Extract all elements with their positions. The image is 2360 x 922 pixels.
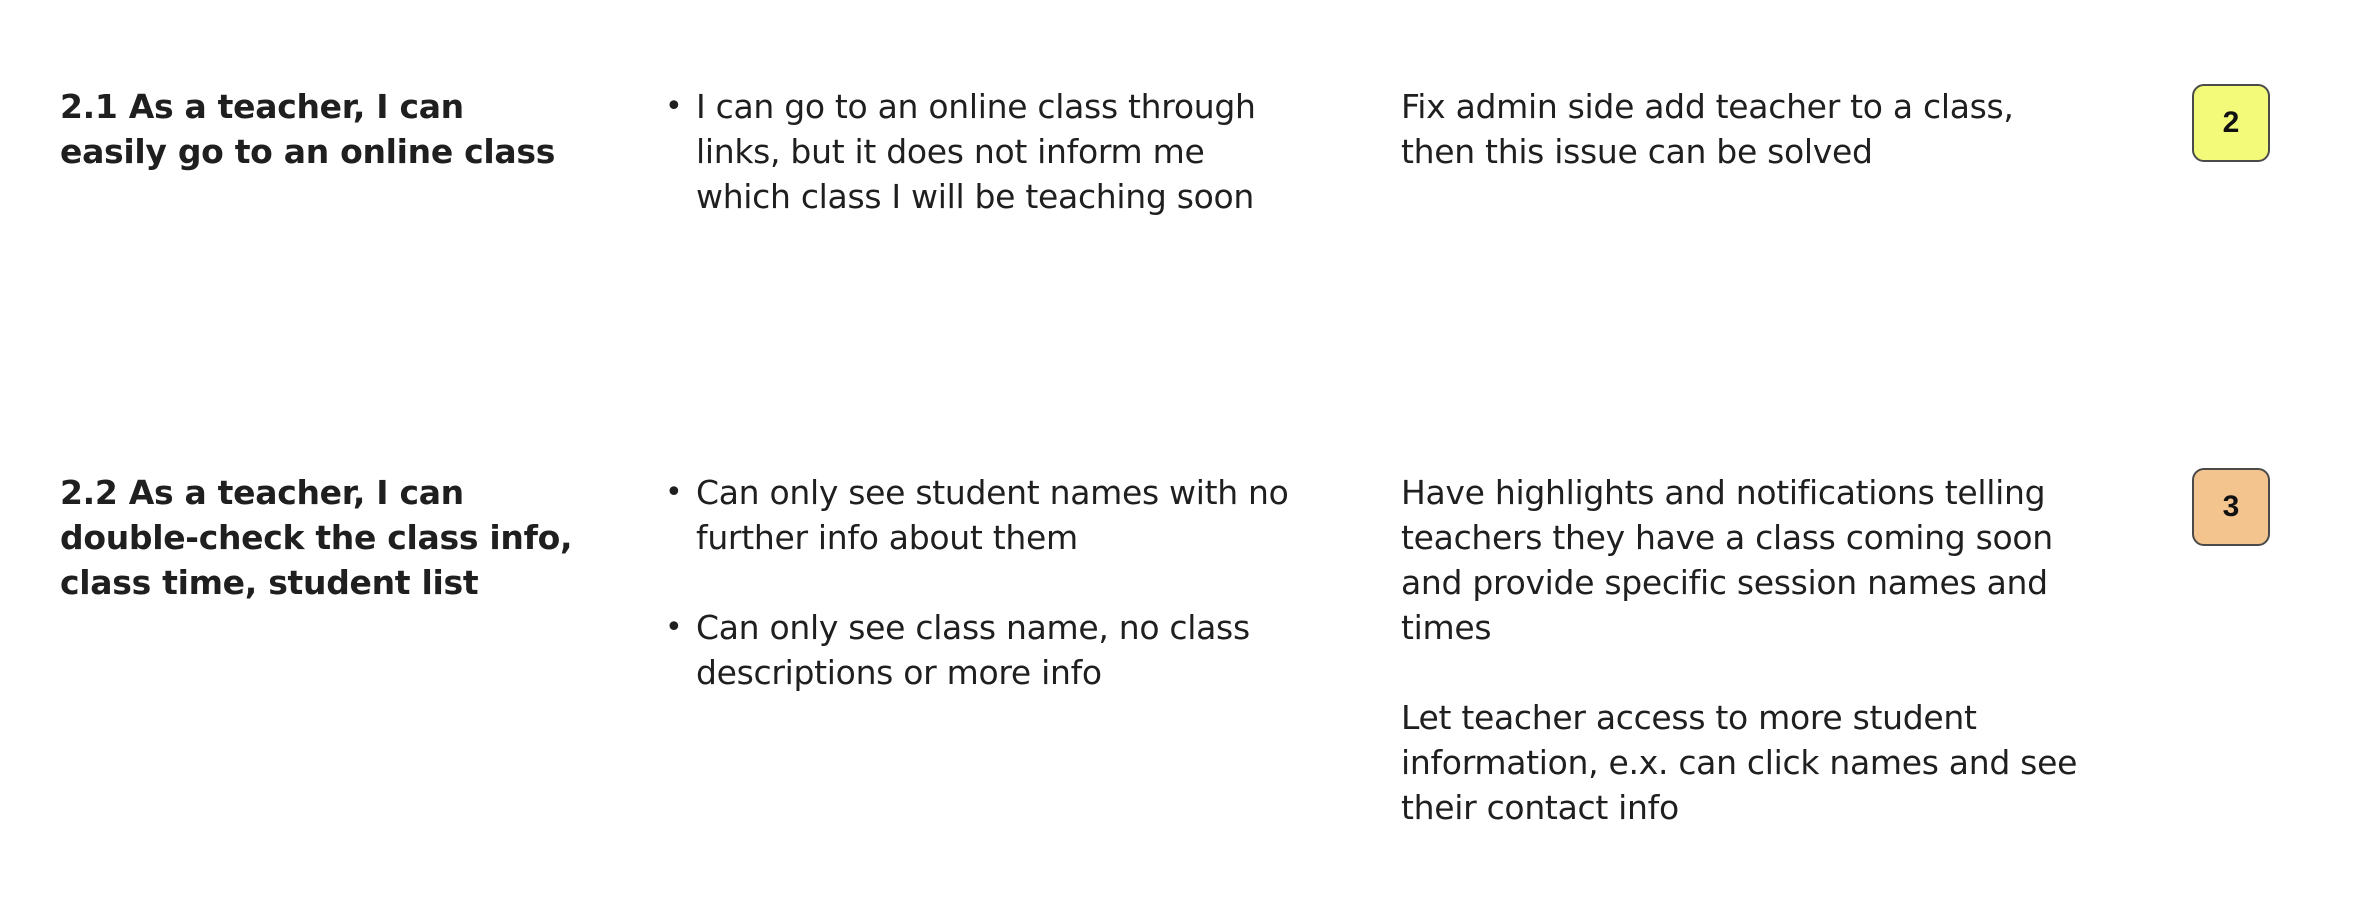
issue-item	[660, 84, 1300, 219]
bullet-icon: •	[665, 89, 683, 124]
issues-list	[660, 470, 1300, 695]
solution-text: Let teacher access to more student information, e.x. can click names and see their contact info	[1401, 698, 2078, 827]
issue-text: Can only see student names with no further info about them	[696, 473, 1289, 557]
solution-text: Have highlights and notifications telling teachers they have a class coming soon and provide specific session names and times	[1401, 473, 2053, 647]
solution-text: Fix admin side add teacher to a class, then this issue can be solved	[1401, 87, 2014, 171]
issue-item	[660, 605, 1300, 695]
user-story-title: 2.2 As a teacher, I can double-check the class info, class time, student list	[60, 473, 573, 602]
issue-item	[660, 470, 1300, 560]
priority-badge[interactable]: 2	[2192, 84, 2270, 162]
user-story-title: 2.1 As a teacher, I can easily go to an online class	[60, 87, 556, 171]
solutions-block	[1401, 84, 2081, 174]
solutions-block	[1401, 470, 2081, 830]
priority-badge[interactable]: 3	[2192, 468, 2270, 546]
issue-text: I can go to an online class through links, but it does not inform me which class I will be teaching soon	[696, 87, 1256, 216]
bullet-icon: •	[665, 475, 683, 510]
bullet-icon: •	[665, 610, 683, 645]
issues-list	[660, 84, 1300, 219]
issue-text: Can only see class name, no class descriptions or more info	[696, 608, 1250, 692]
